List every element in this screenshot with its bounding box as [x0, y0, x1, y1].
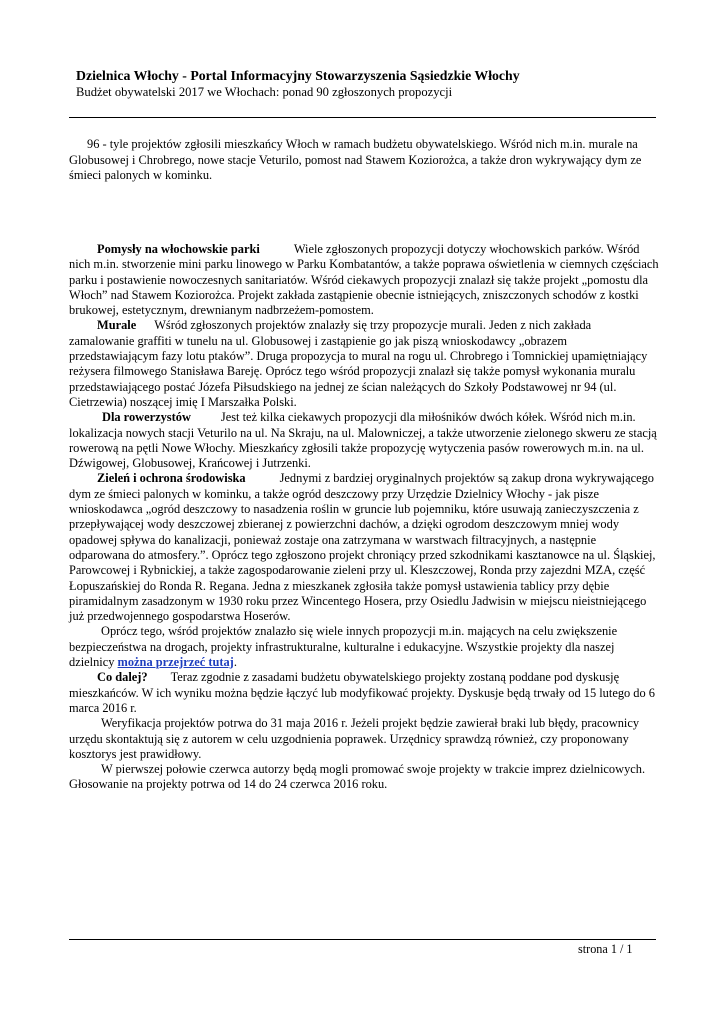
section-murals	[69, 318, 659, 410]
section-heading-murals: Murale	[97, 318, 137, 333]
section-text-greenery-oak: Jedna z mieszkanek zgłosiła także pomysł ustawienia tablicy przy dębie piramidalnym zasadzonym w 1930 roku przez Wincentego Hosera, przy Osiedlu Jadwisin w miejscu nieistniejącego już przedwojennego gospodarstwa Hoserów.	[69, 578, 647, 624]
other-projects-period: .	[233, 655, 237, 670]
site-title: Dzielnica Włochy - Portal Informacyjny Stowarzyszenia Sąsiedzkie Włochy	[76, 68, 520, 83]
voting-paragraph: W pierwszej połowie czerwca autorzy będą mogli promować swoje projekty w trakcie imprez dzielnicowych. Głosowanie na projekty potrwa od 14 do 24 czerwca 2016 roku.	[69, 762, 646, 792]
article-body	[69, 242, 659, 793]
section-heading-greenery: Zieleń i ochrona środowiska	[97, 471, 246, 486]
other-projects-text: Oprócz tego, wśród projektów znalazło się wiele innych propozycji m.in. mających na celu zwiększenie bezpieczeństwa na drogach, projekty infrastrukturalne, kulturalne i edukacyjne. Wszystkie projekty dla naszej dzielnicy	[69, 624, 618, 670]
section-text-next-steps: Teraz zgodnie z zasadami budżetu obywatelskiego projekty zostaną poddane pod dyskusję mieszkańców. W ich wyniku można będzie łączyć lub modyfikować projekty. Dyskusje będą trwały od 15 lutego do 6 marca 2016 r.	[69, 670, 655, 715]
verification-paragraph: Weryfikacja projektów potrwa do 31 maja 2016 r. Jeżeli projekt będzie zawierał braki lub błędy, pracownicy urzędu skontaktują się z autorem w celu uzgodnienia poprawek. Urzędnicy sprawdzą również, czy proponowany kosztorys jest prawidłowy.	[69, 716, 640, 761]
projects-list-link[interactable]: można przejrzeć tutaj	[117, 655, 234, 670]
section-text-parks: Wiele zgłoszonych propozycji dotyczy włochowskich parków. Wśród nich m.in. stworzenie mini parku linowego w Parku Kombatantów, a także poprawa oświetlenia w ciemnych częściach parku i postawienie nowoczesnych sanitariatów. Wśród ciekawych propozycji znalazł się także projekt „pomostu dla Włoch” nad Stawem Koziorożca. Projekt zakłada zastąpienie obecnie istniejących, zniszczonych schodów z kostki brukowej, estetycznym, drewnianym nadbrzeżem-pomostem.	[69, 242, 659, 318]
page-number: strona 1 / 1	[578, 942, 633, 956]
section-text-cyclists: Jest też kilka ciekawych propozycji dla miłośników dwóch kółek. Wśród nich m.in. lokalizacja nowych stacji Veturilo na ul. Na Skraju, na ul. Malowniczej, a także utworzenie zielonego skweru ze stacją rowerową na pętli Nowe Włochy. Mieszkańcy zgłosili także propozycję wytyczenia pasów rowerowych m.in. na ul. Dźwigowej, Globusowej, Krańcowej i Jutrzenki.	[69, 410, 657, 471]
section-heading-next-steps: Co dalej?	[97, 670, 148, 685]
section-greenery	[69, 471, 659, 624]
section-heading-parks: Pomysły na włochowskie parki	[97, 242, 260, 256]
footer-divider	[69, 939, 656, 940]
section-heading-cyclists: Dla rowerzystów	[102, 410, 191, 425]
section-text-greenery: Jednymi z bardziej oryginalnych projektów są zakup drona wykrywającego dym ze śmieci palonych w kominku, a także ogród deszczowy przy Urzędzie Dzielnicy Włochy - jak pisze wnioskodawca „ogród deszczowy to nasadzenia roślin w gruncie lub pojemniku, które usuwają zanieczyszczenia z przepływającej wody deszczowej zbieranej z powierzchni dachów, a dzięki ogrodom deszczowym mniej wody opadowej spływa do kanalizacji, ponieważ zostaje ona zatrzymana w warstwach filtracyjnych, a następnie odparowana do atmosfery.”. Oprócz tego zgłoszono projekt chroniący przed szkodnikami kasztanowce na ul. Śląskiej, Parowcowej i Rybnickiej, a także zagospodarowanie zieleni przy ul. Kleszczowej, Ronda przy zajezdni MZA, część Łopuszańskiej do Ronda R. Regana.	[69, 471, 656, 593]
section-text-murals: Wśród zgłoszonych projektów znalazły się trzy propozycje murali. Jeden z nich zakłada zamalowanie graffiti w tunelu na ul. Globusowej i zastąpienie go jak piszą wnioskodawcy „obrazem przedstawiającym fazy lotu ptaków”. Druga propozycja to mural na rogu ul. Chrobrego i Tomnickiej upamiętniający reżysera filmowego Stanisława Bareję. Oprócz tego wśród propozycji znalazł się także pomysł wykonania muralu przedstawiającego postać Józefa Piłsudskiego na jednej ze ścian należących do Szkoły Podstawowej nr 94 (ul. Cietrzewia) noszącej imię I Marszałka Polski.	[69, 318, 648, 409]
article-title: Budżet obywatelski 2017 we Włochach: ponad 90 zgłoszonych propozycji	[76, 85, 453, 99]
header-divider	[69, 117, 656, 118]
article-lead: 96 - tyle projektów zgłosili mieszkańcy Włoch w ramach budżetu obywatelskiego. Wśród nich m.in. murale na Globusowej i Chrobrego, nowe stacje Veturilo, pomost nad Stawem Koziorożca, a także dron wykrywający dym ze śmieci palonych w kominku.	[69, 137, 642, 182]
section-cyclists	[69, 410, 659, 471]
section-next-steps	[69, 670, 659, 716]
section-parks	[69, 242, 659, 318]
section-other-projects	[69, 624, 659, 670]
